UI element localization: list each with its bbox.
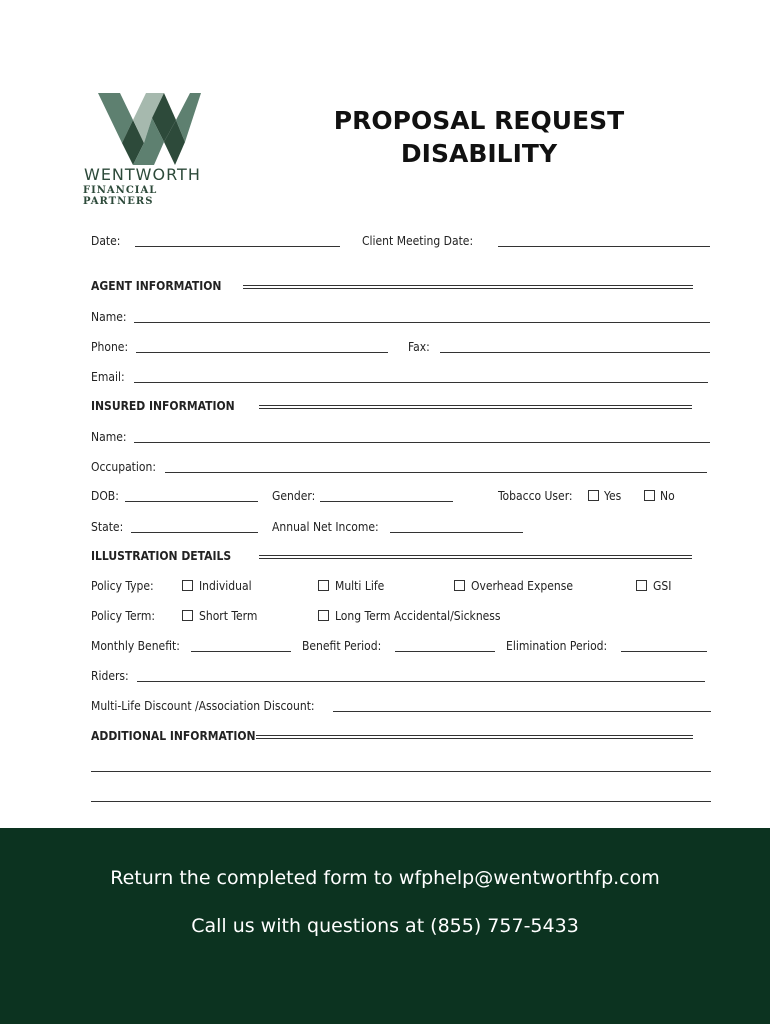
- state-label: State:: [91, 520, 124, 534]
- discount-label: Multi-Life Discount /Association Discount:: [91, 699, 315, 713]
- section-divider: [259, 405, 692, 409]
- date-field[interactable]: [135, 246, 340, 247]
- policy-type-label: Policy Type:: [91, 579, 154, 593]
- tobacco-yes-checkbox[interactable]: [588, 490, 599, 501]
- insured-name-field[interactable]: [134, 442, 710, 443]
- policy-term-label: Policy Term:: [91, 609, 156, 623]
- policy-type-individual-checkbox[interactable]: [182, 580, 193, 591]
- policy-type-gsi-checkbox[interactable]: [636, 580, 647, 591]
- insured-information-heading: INSURED INFORMATION: [91, 399, 235, 413]
- policy-term-short-checkbox[interactable]: [182, 610, 193, 621]
- date-label: Date:: [91, 234, 121, 248]
- policy-term-long-checkbox[interactable]: [318, 610, 329, 621]
- gender-field[interactable]: [320, 501, 453, 502]
- company-logo: [80, 90, 220, 207]
- policy-type-multi-life-checkbox[interactable]: [318, 580, 329, 591]
- policy-type-individual-label: Individual: [199, 579, 252, 593]
- agent-information-heading: AGENT INFORMATION: [91, 279, 222, 293]
- discount-field[interactable]: [333, 711, 711, 712]
- tobacco-user-label: Tobacco User:: [498, 489, 573, 503]
- client-meeting-date-label: Client Meeting Date:: [362, 234, 474, 248]
- section-divider: [243, 285, 693, 289]
- benefit-period-label: Benefit Period:: [302, 639, 382, 653]
- additional-info-line-1[interactable]: [91, 771, 711, 772]
- section-divider: [259, 555, 692, 559]
- elimination-period-label: Elimination Period:: [506, 639, 608, 653]
- agent-email-label: Email:: [91, 370, 125, 384]
- annual-net-income-field[interactable]: [390, 532, 523, 533]
- policy-type-overhead-expense-label: Overhead Expense: [471, 579, 573, 593]
- footer-banner: [0, 828, 770, 1024]
- occupation-field[interactable]: [165, 472, 707, 473]
- insured-name-label: Name:: [91, 430, 127, 444]
- agent-phone-label: Phone:: [91, 340, 129, 354]
- gender-label: Gender:: [272, 489, 316, 503]
- policy-term-short-label: Short Term: [199, 609, 258, 623]
- agent-fax-field[interactable]: [440, 352, 710, 353]
- section-divider: [256, 735, 693, 739]
- dob-field[interactable]: [125, 501, 258, 502]
- title-line-2: DISABILITY: [400, 139, 558, 168]
- annual-net-income-label: Annual Net Income:: [272, 520, 379, 534]
- tobacco-no-checkbox[interactable]: [644, 490, 655, 501]
- client-meeting-date-field[interactable]: [498, 246, 710, 247]
- logo-w-mark-icon: [80, 90, 220, 170]
- logo-tagline: FINANCIAL PARTNERS: [83, 185, 158, 207]
- policy-type-overhead-expense-checkbox[interactable]: [454, 580, 465, 591]
- elimination-period-field[interactable]: [621, 651, 707, 652]
- policy-type-multi-life-label: Multi Life: [335, 579, 385, 593]
- tobacco-yes-label: Yes: [604, 489, 622, 503]
- footer-return-text: Return the completed form to wfphelp@wentworthfp.com: [110, 867, 660, 889]
- dob-label: DOB:: [91, 489, 119, 503]
- state-field[interactable]: [131, 532, 258, 533]
- footer-phone-text: Call us with questions at (855) 757-5433: [191, 915, 579, 937]
- riders-label: Riders:: [91, 669, 129, 683]
- logo-name: WENTWORTH: [84, 165, 201, 184]
- monthly-benefit-label: Monthly Benefit:: [91, 639, 180, 653]
- monthly-benefit-field[interactable]: [191, 651, 291, 652]
- riders-field[interactable]: [137, 681, 705, 682]
- occupation-label: Occupation:: [91, 460, 156, 474]
- policy-type-gsi-label: GSI: [653, 579, 672, 593]
- tobacco-no-label: No: [660, 489, 675, 503]
- form-title: [300, 106, 658, 168]
- agent-email-field[interactable]: [134, 382, 708, 383]
- additional-information-heading: ADDITIONAL INFORMATION: [91, 729, 256, 743]
- agent-phone-field[interactable]: [136, 352, 388, 353]
- agent-name-field[interactable]: [134, 322, 710, 323]
- benefit-period-field[interactable]: [395, 651, 495, 652]
- additional-info-line-2[interactable]: [91, 801, 711, 802]
- policy-term-long-label: Long Term Accidental/Sickness: [335, 609, 501, 623]
- title-line-1: PROPOSAL REQUEST: [333, 106, 625, 135]
- agent-name-label: Name:: [91, 310, 127, 324]
- agent-fax-label: Fax:: [408, 340, 430, 354]
- illustration-details-heading: ILLUSTRATION DETAILS: [91, 549, 232, 563]
